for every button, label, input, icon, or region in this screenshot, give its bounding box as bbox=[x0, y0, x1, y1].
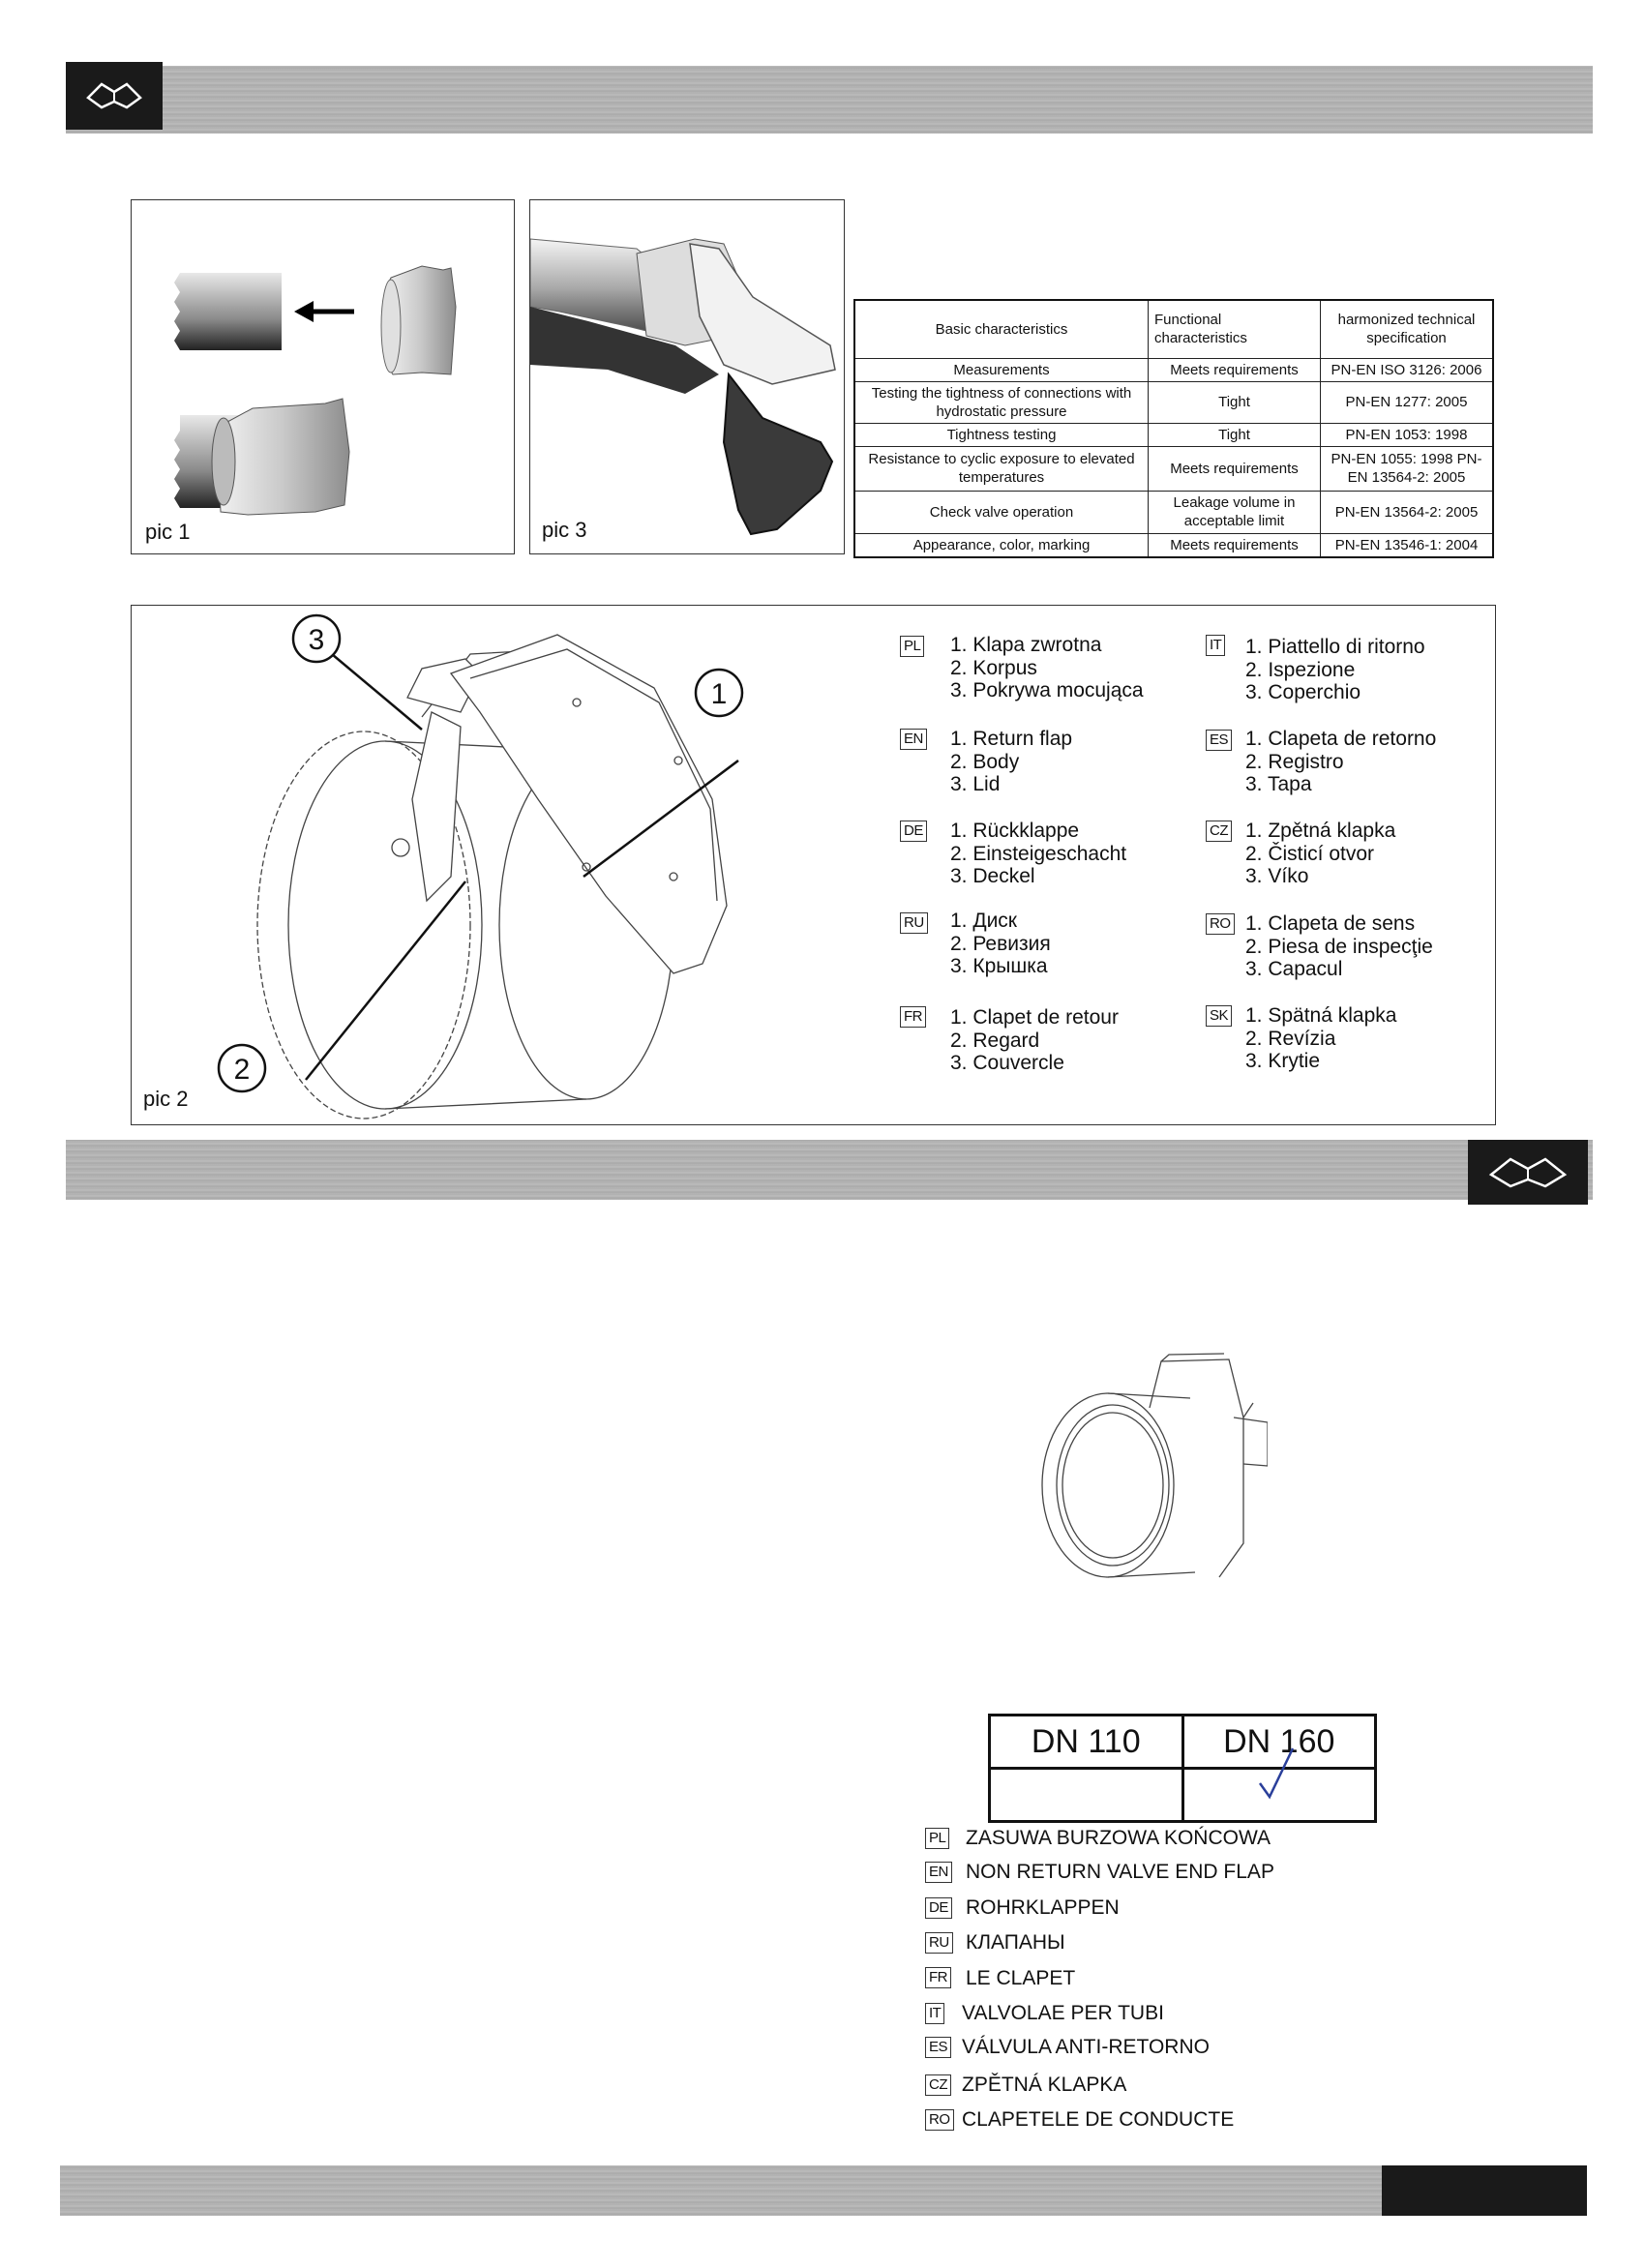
flag-es: ES bbox=[1206, 730, 1232, 751]
list-item: 2. Einsteigeschacht bbox=[950, 842, 1127, 865]
spec-header-harmonized: harmonized technical specification bbox=[1321, 300, 1494, 358]
list-item: 2. Body bbox=[950, 750, 1020, 773]
spec-cell: Testing the tightness of connections with hydrostatic pressure bbox=[854, 381, 1149, 423]
flag-cz: CZ bbox=[1206, 821, 1232, 842]
product-name-it: VALVOLAE PER TUBI bbox=[962, 2002, 1164, 2024]
pic1-label: pic 1 bbox=[145, 520, 191, 544]
product-name-es: VÁLVULA ANTI-RETORNO bbox=[962, 2036, 1210, 2058]
book-icon bbox=[1487, 1153, 1569, 1192]
list-item: 3. Lid bbox=[950, 773, 1001, 795]
parts-fr bbox=[950, 1006, 1119, 1075]
callout-3: 3 bbox=[308, 624, 325, 656]
spec-cell: PN-EN 1055: 1998 PN-EN 13564-2: 2005 bbox=[1321, 446, 1494, 491]
list-item: 1. Piattello di ritorno bbox=[1245, 636, 1425, 658]
dn-header-160: DN 160 bbox=[1182, 1716, 1376, 1769]
product-name-cz: ZPĚTNÁ KLAPKA bbox=[962, 2074, 1127, 2096]
list-item: 3. Deckel bbox=[950, 865, 1035, 887]
dn-table bbox=[988, 1714, 1377, 1823]
list-item: 2. Regard bbox=[950, 1029, 1040, 1052]
dn-header-110: DN 110 bbox=[990, 1716, 1183, 1769]
parts-it bbox=[1245, 636, 1425, 704]
spec-cell: Meets requirements bbox=[1149, 446, 1321, 491]
flag-pl: PL bbox=[925, 1828, 949, 1849]
flag-pl: PL bbox=[900, 636, 924, 657]
list-item: 3. Krytie bbox=[1245, 1050, 1321, 1072]
valve-on-pipe-illustration bbox=[530, 200, 844, 553]
list-item: 1. Clapet de retour bbox=[950, 1006, 1119, 1029]
flag-ro: RO bbox=[925, 2109, 954, 2131]
dn-cell-110 bbox=[990, 1769, 1183, 1822]
pic3-frame bbox=[529, 199, 845, 554]
checkmark-icon bbox=[1252, 1746, 1310, 1814]
middle-book-box bbox=[1468, 1140, 1588, 1205]
flag-sk: SK bbox=[1206, 1005, 1232, 1027]
list-item: 3. Capacul bbox=[1245, 958, 1343, 980]
parts-sk bbox=[1245, 1004, 1396, 1073]
flag-it: IT bbox=[925, 2003, 944, 2024]
list-item: 1. Return flap bbox=[950, 728, 1073, 750]
list-item: 1. Clapeta de sens bbox=[1245, 912, 1416, 935]
list-item: 1. Rückklappe bbox=[950, 820, 1080, 842]
flag-ru: RU bbox=[900, 912, 928, 934]
list-item: 1. Clapeta de retorno bbox=[1245, 728, 1437, 750]
list-item: 1. Klapa zwrotna bbox=[950, 634, 1102, 656]
list-item: 1. Диск bbox=[950, 910, 1017, 932]
bottom-footer-bar bbox=[60, 2165, 1382, 2216]
parts-pl bbox=[950, 634, 1144, 702]
flag-de: DE bbox=[900, 821, 927, 842]
list-item: 1. Spätná klapka bbox=[1245, 1004, 1397, 1027]
pipe-insertion-illustration bbox=[132, 200, 514, 553]
spec-table bbox=[853, 299, 1494, 558]
flag-de: DE bbox=[925, 1897, 952, 1919]
parts-ro bbox=[1245, 912, 1433, 981]
flag-ru: RU bbox=[925, 1932, 953, 1954]
top-book-box bbox=[66, 62, 163, 130]
flag-en: EN bbox=[900, 729, 927, 750]
valve-exploded-diagram bbox=[132, 606, 761, 1124]
book-icon bbox=[84, 78, 144, 113]
parts-en bbox=[950, 728, 1072, 796]
list-item: 3. Pokrywa mocująca bbox=[950, 679, 1144, 701]
pic3-label: pic 3 bbox=[542, 518, 587, 542]
parts-de bbox=[950, 820, 1126, 888]
spec-cell: Check valve operation bbox=[854, 491, 1149, 533]
parts-cz bbox=[1245, 820, 1395, 888]
spec-cell: Measurements bbox=[854, 358, 1149, 381]
list-item: 2. Čisticí otvor bbox=[1245, 842, 1375, 865]
product-name-de: ROHRKLAPPEN bbox=[966, 1896, 1120, 1919]
callout-1: 1 bbox=[710, 678, 728, 710]
spec-cell: Resistance to cyclic exposure to elevated temperatures bbox=[854, 446, 1149, 491]
callout-2: 2 bbox=[233, 1054, 251, 1086]
pic1-frame bbox=[131, 199, 515, 554]
spec-cell: PN-EN ISO 3126: 2006 bbox=[1321, 358, 1494, 381]
flag-fr: FR bbox=[925, 1967, 951, 1988]
spec-cell: Appearance, color, marking bbox=[854, 533, 1149, 557]
product-name-ru: КЛАПАНЫ bbox=[966, 1931, 1065, 1954]
list-item: 2. Piesa de inspecţie bbox=[1245, 935, 1433, 958]
list-item: 2. Revízia bbox=[1245, 1027, 1336, 1050]
spec-cell: PN-EN 13546-1: 2004 bbox=[1321, 533, 1494, 557]
list-item: 3. Крышка bbox=[950, 955, 1048, 977]
pic2-label: pic 2 bbox=[143, 1087, 189, 1111]
spec-cell: PN-EN 1053: 1998 bbox=[1321, 423, 1494, 446]
flag-fr: FR bbox=[900, 1006, 926, 1028]
spec-cell: Tightness testing bbox=[854, 423, 1149, 446]
flag-it: IT bbox=[1206, 635, 1225, 656]
spec-cell: PN-EN 13564-2: 2005 bbox=[1321, 491, 1494, 533]
list-item: 3. Coperchio bbox=[1245, 681, 1361, 703]
spec-cell: PN-EN 1277: 2005 bbox=[1321, 381, 1494, 423]
spec-header-functional: Functional characteristics bbox=[1149, 300, 1321, 358]
spec-cell: Tight bbox=[1149, 381, 1321, 423]
top-header-bar bbox=[66, 66, 1593, 134]
list-item: 2. Ревизия bbox=[950, 932, 1051, 955]
product-name-ro: CLAPETELE DE CONDUCTE bbox=[962, 2108, 1235, 2131]
list-item: 3. Couvercle bbox=[950, 1052, 1064, 1074]
valve-product-illustration bbox=[1035, 1350, 1268, 1601]
spec-header-basic: Basic characteristics bbox=[854, 300, 1149, 358]
dn-cell-160 bbox=[1182, 1769, 1376, 1822]
product-name-en: NON RETURN VALVE END FLAP bbox=[966, 1861, 1274, 1883]
list-item: 2. Korpus bbox=[950, 656, 1037, 679]
spec-cell: Meets requirements bbox=[1149, 533, 1321, 557]
list-item: 3. Tapa bbox=[1245, 773, 1312, 795]
product-name-fr: LE CLAPET bbox=[966, 1967, 1076, 1989]
parts-ru bbox=[950, 910, 1051, 978]
bottom-footer-dark-box bbox=[1382, 2165, 1587, 2216]
flag-es: ES bbox=[925, 2037, 951, 2058]
list-item: 3. Víko bbox=[1245, 865, 1309, 887]
list-item: 1. Zpětná klapka bbox=[1245, 820, 1396, 842]
spec-cell: Meets requirements bbox=[1149, 358, 1321, 381]
product-name-pl: ZASUWA BURZOWA KOŃCOWA bbox=[966, 1827, 1271, 1849]
middle-header-bar bbox=[66, 1140, 1593, 1200]
flag-en: EN bbox=[925, 1862, 952, 1883]
flag-ro: RO bbox=[1206, 913, 1235, 935]
parts-es bbox=[1245, 728, 1436, 796]
spec-cell: Leakage volume in acceptable limit bbox=[1149, 491, 1321, 533]
spec-cell: Tight bbox=[1149, 423, 1321, 446]
list-item: 2. Ispezione bbox=[1245, 658, 1356, 681]
list-item: 2. Registro bbox=[1245, 750, 1344, 773]
flag-cz: CZ bbox=[925, 2074, 951, 2096]
